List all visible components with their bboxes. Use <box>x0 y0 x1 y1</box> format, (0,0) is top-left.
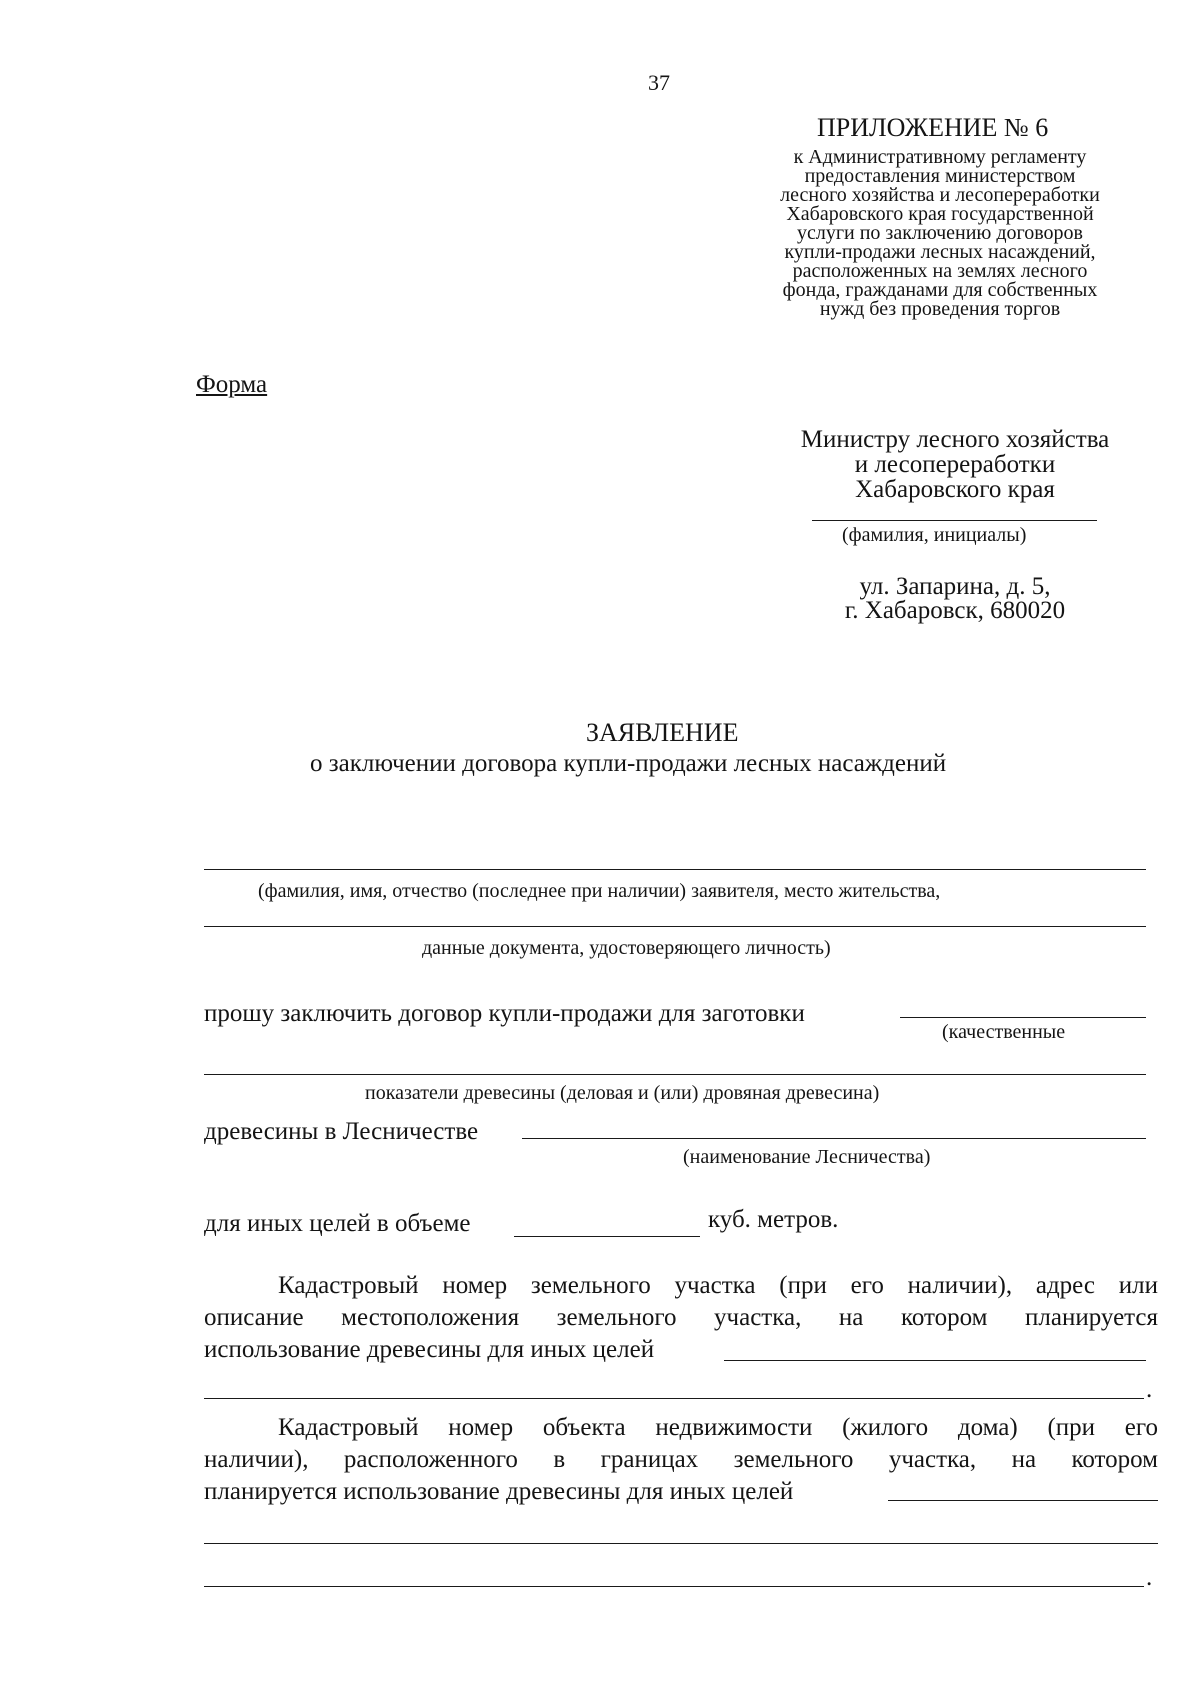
appendix-line: услуги по заключению договоров <box>796 222 1084 244</box>
addressee-block <box>770 427 1140 502</box>
address-line: г. Хабаровск, 680020 <box>844 597 1066 624</box>
page-number: 37 <box>648 70 670 95</box>
document-title: ЗАЯВЛЕНИЕ <box>586 718 739 747</box>
land-plot-line-2[interactable] <box>204 1398 1144 1399</box>
appendix-title: ПРИЛОЖЕНИЕ № 6 <box>817 113 1049 142</box>
appendix-line: фонда, гражданами для собственных <box>782 279 1098 301</box>
quality-hint-1: (качественные <box>942 1021 1066 1043</box>
appendix-line: предоставления министерством <box>804 165 1076 187</box>
paragraph-line: Кадастровый номер земельного участка (при его наличии), адрес или <box>278 1272 1158 1299</box>
appendix-description <box>735 148 1145 319</box>
real-estate-paragraph <box>204 1412 1158 1508</box>
real-estate-line-3[interactable] <box>204 1586 1144 1587</box>
appendix-line: купли-продажи лесных насаждений, <box>784 241 1096 263</box>
paragraph-line: описание местоположения земельного участка, на котором планируется <box>204 1304 1158 1331</box>
form-label: Форма <box>196 371 268 398</box>
paragraph-line: наличии), расположенного в границах земельного участка, на котором <box>204 1446 1158 1473</box>
real-estate-line-2[interactable] <box>204 1543 1158 1544</box>
address-line: ул. Запарина, д. 5, <box>859 573 1051 600</box>
addressee-line: и лесопереработки <box>854 451 1056 478</box>
forestry-hint: (наименование Лесничества) <box>683 1146 931 1168</box>
paragraph-line: Кадастровый номер объекта недвижимости (жилого дома) (при его <box>278 1414 1158 1441</box>
applicant-hint-2: данные документа, удостоверяющего личность) <box>422 937 831 959</box>
real-estate-line-1[interactable] <box>888 1500 1158 1501</box>
name-hint: (фамилия, инициалы) <box>842 524 1027 546</box>
ministry-address <box>770 575 1140 623</box>
land-plot-end-mark: . <box>1146 1376 1153 1403</box>
document-subtitle: о заключении договора купли-продажи лесных насаждений <box>310 750 947 777</box>
addressee-line: Хабаровского края <box>855 476 1055 503</box>
appendix-line: Хабаровского края государственной <box>786 203 1094 225</box>
volume-text: для иных целей в объеме <box>204 1210 471 1237</box>
wood-quality-line-2[interactable] <box>204 1074 1146 1075</box>
forestry-text: древесины в Лесничестве <box>204 1118 479 1145</box>
volume-unit: куб. метров. <box>708 1206 839 1233</box>
appendix-line: нужд без проведения торгов <box>819 298 1061 320</box>
minister-name-line[interactable] <box>812 520 1097 521</box>
appendix-line: лесного хозяйства и лесопереработки <box>780 184 1100 206</box>
volume-input-line[interactable] <box>514 1236 700 1237</box>
applicant-name-line[interactable] <box>204 869 1146 870</box>
real-estate-end-mark: . <box>1146 1564 1153 1591</box>
request-text: прошу заключить договор купли-продажи для заготовки <box>204 1000 805 1027</box>
wood-quality-line[interactable] <box>900 1017 1146 1018</box>
land-plot-paragraph <box>204 1270 1158 1366</box>
addressee-line: Министру лесного хозяйства <box>800 426 1110 453</box>
land-plot-line-1[interactable] <box>724 1360 1146 1361</box>
applicant-document-line[interactable] <box>204 926 1146 927</box>
quality-hint-2: показатели древесины (деловая и (или) дровяная древесина) <box>365 1082 880 1104</box>
paragraph-line: планируется использование древесины для иных целей <box>204 1478 794 1505</box>
appendix-line: расположенных на землях лесного <box>792 260 1088 282</box>
paragraph-line: использование древесины для иных целей <box>204 1336 655 1363</box>
applicant-hint-1: (фамилия, имя, отчество (последнее при наличии) заявителя, место жительства, <box>258 880 941 902</box>
appendix-line: к Административному регламенту <box>793 146 1087 168</box>
forestry-name-line[interactable] <box>522 1138 1146 1139</box>
